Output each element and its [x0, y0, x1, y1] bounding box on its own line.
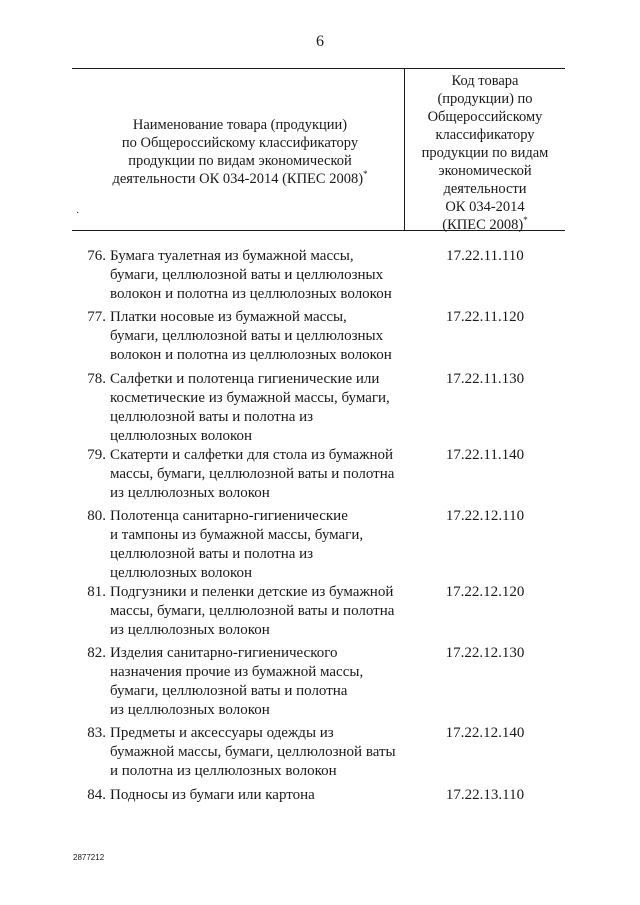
- header-code-line: ОК 034-2014: [445, 199, 525, 215]
- product-name-line: массы, бумаги, целлюлозной ваты и полотна: [110, 466, 395, 482]
- header-code-line: (продукции) по: [437, 91, 533, 107]
- product-name-line: из целлюлозных волокон: [110, 702, 270, 718]
- header-name-column: [80, 116, 400, 188]
- product-code: 17.22.11.140: [445, 447, 525, 463]
- footnote-mark: *: [363, 169, 368, 180]
- table-row: [0, 786, 640, 810]
- header-code-line: Код товара: [451, 73, 519, 89]
- product-name-line: Полотенца санитарно-гигиенические: [110, 508, 348, 524]
- table-row: [0, 644, 640, 724]
- product-code: 17.22.11.110: [446, 248, 524, 264]
- table-row: [0, 370, 640, 446]
- table-row: [0, 247, 640, 308]
- header-code-line: деятельности: [443, 181, 527, 197]
- header-code-line: продукции по видам: [421, 145, 549, 161]
- product-name-line: бумаги, целлюлозной ваты и целлюлозных: [110, 267, 384, 283]
- table-row: [0, 507, 640, 583]
- row-number: 83.: [87, 725, 106, 741]
- product-code: 17.22.11.130: [445, 371, 525, 387]
- product-table: [0, 247, 640, 810]
- product-name: [110, 583, 405, 640]
- product-name-line: Предметы и аксессуары одежды из: [110, 725, 334, 741]
- product-name-line: из целлюлозных волокон: [110, 622, 270, 638]
- product-name: [110, 507, 405, 583]
- product-name-line: Платки носовые из бумажной массы,: [110, 309, 347, 325]
- row-number: 81.: [87, 584, 106, 600]
- header-name-line: продукции по видам экономической: [128, 153, 352, 169]
- product-name-line: и тампоны из бумажной массы, бумаги,: [110, 527, 364, 543]
- product-name: [110, 308, 405, 365]
- product-name-line: бумажной массы, бумаги, целлюлозной ваты: [110, 744, 396, 760]
- header-code-line: экономической: [438, 163, 532, 179]
- product-name: [110, 644, 405, 720]
- header-code-line: Общероссийскому: [427, 109, 543, 125]
- product-code: 17.22.12.140: [445, 725, 525, 741]
- header-code-column: [405, 72, 565, 234]
- product-code: 17.22.12.130: [445, 645, 525, 661]
- row-number: 80.: [87, 508, 106, 524]
- row-number: 76.: [87, 248, 106, 264]
- row-number: 84.: [87, 787, 106, 803]
- product-code: 17.22.13.110: [445, 787, 525, 803]
- stray-dot: ·: [76, 208, 80, 219]
- product-name-line: целлюлозных волокон: [110, 428, 253, 444]
- product-name-line: и полотна из целлюлозных волокон: [110, 763, 337, 779]
- row-number: 82.: [87, 645, 106, 661]
- document-code: 2877212: [73, 853, 105, 862]
- header-name-line: по Общероссийскому классификатору: [121, 135, 359, 151]
- table-row: [0, 724, 640, 786]
- product-code: 17.22.11.120: [445, 309, 525, 325]
- table-row: [0, 446, 640, 507]
- product-code: 17.22.12.120: [445, 584, 525, 600]
- product-name-line: целлюлозной ваты и полотна из: [110, 546, 314, 562]
- product-code: 17.22.12.110: [445, 508, 525, 524]
- product-name-line: Скатерти и салфетки для стола из бумажной: [110, 447, 394, 463]
- header-top-rule: [72, 68, 565, 69]
- product-name-line: из целлюлозных волокон: [110, 485, 270, 501]
- product-name: [110, 446, 405, 503]
- header-name-line: Наименование товара (продукции): [132, 117, 348, 133]
- product-name: [110, 370, 405, 446]
- product-name-line: волокон и полотна из целлюлозных волокон: [110, 286, 392, 302]
- product-name-line: целлюлозной ваты и полотна из: [110, 409, 314, 425]
- product-name-line: бумаги, целлюлозной ваты и целлюлозных: [110, 328, 384, 344]
- product-name: [110, 724, 405, 781]
- product-name-line: массы, бумаги, целлюлозной ваты и полотна: [110, 603, 395, 619]
- product-name-line: назначения прочие из бумажной массы,: [110, 664, 364, 680]
- row-number: 79.: [87, 447, 106, 463]
- footnote-mark: *: [523, 215, 528, 226]
- page-number: 6: [316, 33, 324, 50]
- product-name: [110, 247, 405, 304]
- product-name-line: волокон и полотна из целлюлозных волокон: [110, 347, 392, 363]
- product-name-line: бумаги, целлюлозной ваты и полотна: [110, 683, 348, 699]
- product-name-line: Салфетки и полотенца гигиенические или: [110, 371, 380, 387]
- product-name-line: Подносы из бумаги или картона: [110, 787, 315, 803]
- product-name-line: Изделия санитарно-гигиенического: [110, 645, 338, 661]
- product-name-line: Бумага туалетная из бумажной массы,: [110, 248, 354, 264]
- table-row: [0, 583, 640, 644]
- header-code-line: классификатору: [435, 127, 535, 143]
- table-row: [0, 308, 640, 370]
- product-name: [110, 786, 405, 805]
- row-number: 78.: [87, 371, 106, 387]
- header-name-line: деятельности ОК 034-2014 (КПЕС 2008)*: [112, 169, 368, 187]
- product-name-line: целлюлозных волокон: [110, 565, 253, 581]
- product-name-line: Подгузники и пеленки детские из бумажной: [110, 584, 394, 600]
- product-name-line: косметические из бумажной массы, бумаги,: [110, 390, 390, 406]
- header-code-line: (КПЕС 2008)*: [442, 215, 528, 233]
- row-number: 77.: [87, 309, 106, 325]
